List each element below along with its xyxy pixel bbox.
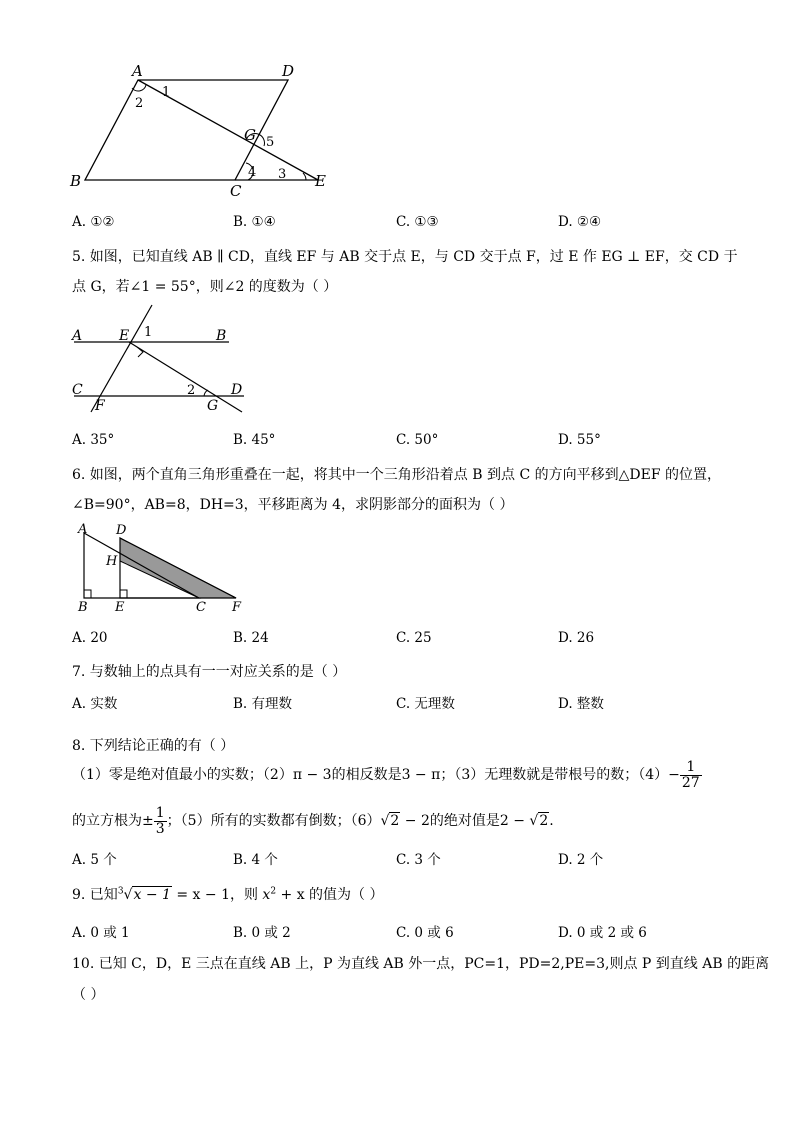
fig4-angle-5: 5 [266,135,275,150]
fig5-label-B: B [216,328,227,344]
q8-sqrt-radicand-2: 2 [539,813,549,830]
fig5-angle-1: 1 [144,325,153,340]
fig5-angle-2: 2 [187,383,196,398]
fig5-label-C: C [72,382,83,398]
q10-stem-line1: 10. 已知 C，D，E 三点在直线 AB 上，P 为直线 AB 外一点，PC=1，PD=2,PE=3,则点 P 到直线 AB 的距离 [72,956,770,972]
fig5-label-D: D [231,382,243,398]
q9-root-sign: √ [123,887,133,903]
q4-option-c: C. ①③ [396,214,439,230]
q8-text-2a: 的立方根为± [72,813,154,830]
q8-text-2e: 2 − [499,813,530,830]
fig6-label-E: E [115,600,125,615]
q9-text-d: + x 的值为（ ） [276,887,384,903]
q8-sqrt-sign-2: √ [529,813,539,830]
q8-option-c: C. 3 个 [396,852,441,868]
q4-option-b: B. ①④ [233,214,276,230]
fig5-label-E: E [119,328,130,344]
q9-root-index: 3 [117,886,124,897]
q4-option-a: A. ①② [72,214,115,230]
q8-text-2g: . [549,813,554,830]
q8-text-2d: − 2的绝对值是 [400,813,500,830]
q7-option-b: B. 有理数 [233,696,293,712]
q8-fraction-1-27 [680,760,702,790]
q7-stem: 7. 与数轴上的点具有一一对应关系的是（ ） [72,664,347,680]
q8-option-a: A. 5 个 [72,852,117,868]
fig4-label-E: E [315,172,326,190]
q5-stem-line2: 点 G，若∠1 = 55°，则∠2 的度数为（ ） [72,279,338,295]
q8-sqrt-radicand-1: 2 [390,813,400,830]
q8-option-b: B. 4 个 [233,852,278,868]
q5-stem-line1: 5. 如图，已知直线 AB ∥ CD，直线 EF 与 AB 交于点 E，与 CD 交于点 F，过 E 作 EG ⊥ EF，交 CD 于 [72,249,738,265]
q8-option-d: D. 2 个 [558,852,604,868]
q9-text-b: = x − 1，则 [171,887,263,903]
q6-option-d: D. 26 [558,630,595,646]
q5-option-d: D. 55° [558,432,601,448]
q8-stem: 8. 下列结论正确的有（ ） [72,738,235,754]
fig6-label-D: D [116,523,127,538]
q8-frac2-num: 1 [155,805,165,821]
fig6-label-A: A [78,522,88,537]
q5-option-a: A. 35° [72,432,115,448]
q6-stem-line1: 6. 如图，两个直角三角形重叠在一起，将其中一个三角形沿着点 B 到点 C 的方向平移到△DEF 的位置， [72,467,721,483]
q4-option-d: D. ②④ [558,214,602,230]
q7-option-a: A. 实数 [72,696,118,712]
q6-option-a: A. 20 [72,630,108,646]
q9-radicand: x − 1 [133,887,171,903]
fig4-angle-4: 4 [248,165,257,180]
q5-option-c: C. 50° [396,432,439,448]
q9-option-c: C. 0 或 6 [396,925,454,941]
q9-option-a: A. 0 或 1 [72,925,130,941]
q8-statement-line1 [72,760,702,790]
fig4-label-C: C [230,182,242,198]
q9-option-b: B. 0 或 2 [233,925,291,941]
fig4-label-D: D [282,62,295,80]
q9-exponent: 2 [270,886,277,897]
q7-option-d: D. 整数 [558,696,604,712]
q8-text-1e: ；（3）无理数就是带根号的数；（4）− [440,767,680,784]
q8-statement-line2 [72,806,554,836]
fig4-label-A: A [132,62,143,80]
q8-frac1-den: 27 [681,774,700,791]
q8-frac2-den: 3 [155,820,165,837]
fig6-label-H: H [106,554,118,569]
figure-q6-triangles [72,518,252,618]
q8-frac1-num: 1 [680,760,702,776]
q9-option-d: D. 0 或 2 或 6 [558,925,647,941]
q6-option-c: C. 25 [396,630,432,646]
fig6-label-B: B [78,600,88,615]
fig6-label-F: F [232,600,242,615]
q7-option-c: C. 无理数 [396,696,455,712]
figure-q5-parallel-lines [64,300,254,420]
q8-sqrt-sign-1: √ [380,813,390,830]
q8-text-2b: ；（5）所有的实数都有倒数；（6） [166,813,381,830]
q9-stem [72,884,384,904]
fig4-label-G: G [244,126,256,144]
q5-option-b: B. 45° [233,432,276,448]
fig5-label-A: A [72,328,83,344]
fig4-angle-2: 2 [135,96,144,111]
fig5-label-F: F [95,398,105,414]
fig6-label-C: C [196,600,206,615]
fig4-angle-3: 3 [278,167,287,182]
fig5-label-G: G [207,398,219,414]
fig4-label-B: B [70,172,82,190]
q8-expr-3-minus-pi: 3 − π [401,767,441,784]
fig4-angle-1: 1 [162,85,171,100]
q6-stem-line2: ∠B=90°，AB=8，DH=3，平移距离为 4，求阴影部分的面积为（ ） [72,497,514,513]
q6-option-b: B. 24 [233,630,269,646]
q9-text-a: 9. 已知 [72,887,118,903]
figure-q4-parallelogram [60,58,350,198]
q8-text-1c: 的相反数是 [331,767,402,784]
q10-stem-line2: （ ） [72,987,105,1003]
q8-expr-pi-minus-3: π − 3 [292,767,332,784]
q8-text-1a: （1）零是绝对值最小的实数；（2） [72,767,293,784]
q9-var-x: x [262,887,271,903]
q8-fraction-1-3 [154,806,167,836]
